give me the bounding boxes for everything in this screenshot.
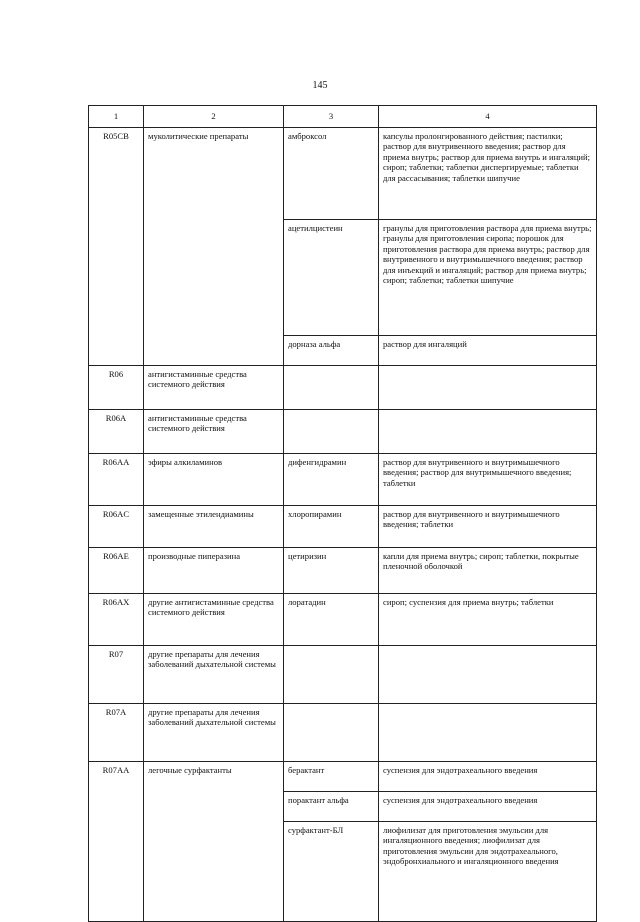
table-body: [89, 127, 597, 921]
dosage-forms-cell: раствор для внутривенного и внутримышечного введения; таблетки: [379, 505, 597, 547]
header-cell-2: 2: [144, 106, 284, 128]
drug-name-cell: [284, 645, 379, 703]
table-row: [89, 703, 597, 761]
header-row: [89, 106, 597, 128]
table-row: [89, 365, 597, 409]
header-cell-3: 3: [284, 106, 379, 128]
group-name-cell: производные пиперазина: [144, 547, 284, 593]
group-name-cell: другие препараты для лечения заболеваний дыхательной системы: [144, 645, 284, 703]
header-cell-1: 1: [89, 106, 144, 128]
atc-code-cell: R06AX: [89, 593, 144, 645]
drug-name-cell: дифенгидрамин: [284, 453, 379, 505]
dosage-forms-cell: капсулы пролонгированного действия; пастилки; раствор для внутривенного введения; раствор для приема внутрь; раствор для приема внутрь и ингаляций; сироп; таблетки; таблетки диспергируемые; таблетки для рассасывания; таблетки шипучие: [379, 127, 597, 219]
drug-name-cell: хлоропирамин: [284, 505, 379, 547]
dosage-forms-cell: гранулы для приготовления раствора для приема внутрь; гранулы для приготовления сиропа; порошок для приготовления раствора для приема внутрь; раствор для внутривенного и внутримышечного введения; раствор для инъекций и ингаляций; раствор для приема внутрь; сироп; таблетки; таблетки шипучие: [379, 219, 597, 335]
drug-name-cell: порактант альфа: [284, 791, 379, 821]
dosage-forms-cell: раствор для ингаляций: [379, 335, 597, 365]
dosage-forms-cell: раствор для внутривенного и внутримышечного введения; раствор для внутримышечного введения; таблетки: [379, 453, 597, 505]
atc-code-cell: R06: [89, 365, 144, 409]
drug-name-cell: сурфактант-БЛ: [284, 821, 379, 921]
dosage-forms-cell: суспензия для эндотрахеального введения: [379, 791, 597, 821]
group-name-cell: антигистаминные средства системного действия: [144, 365, 284, 409]
table-row: [89, 409, 597, 453]
atc-code-cell: R06AA: [89, 453, 144, 505]
drug-name-cell: лоратадин: [284, 593, 379, 645]
dosage-forms-cell: [379, 409, 597, 453]
drug-name-cell: цетиризин: [284, 547, 379, 593]
dosage-forms-cell: сироп; суспензия для приема внутрь; таблетки: [379, 593, 597, 645]
group-name-cell: другие препараты для лечения заболеваний дыхательной системы: [144, 703, 284, 761]
dosage-forms-cell: лиофилизат для приготовления эмульсии для ингаляционного введения; лиофилизат для приготовления эмульсии для эндотрахеального, эндобронхиального и ингаляционного введения: [379, 821, 597, 921]
atc-code-cell: R06AC: [89, 505, 144, 547]
drug-name-cell: ацетилцистеин: [284, 219, 379, 335]
dosage-forms-cell: [379, 645, 597, 703]
page-number: 145: [312, 80, 328, 91]
dosage-forms-cell: суспензия для эндотрахеального введения: [379, 761, 597, 791]
atc-code-cell: R07A: [89, 703, 144, 761]
group-name-cell: муколитические препараты: [144, 127, 284, 365]
drug-table: [88, 105, 597, 922]
dosage-forms-cell: капли для приема внутрь; сироп; таблетки, покрытые пленочной оболочкой: [379, 547, 597, 593]
table-row: [89, 761, 597, 791]
group-name-cell: антигистаминные средства системного действия: [144, 409, 284, 453]
group-name-cell: замещенные этилендиамины: [144, 505, 284, 547]
group-name-cell: легочные сурфактанты: [144, 761, 284, 921]
drug-name-cell: берактант: [284, 761, 379, 791]
table-row: [89, 645, 597, 703]
atc-code-cell: R07AA: [89, 761, 144, 921]
drug-name-cell: [284, 365, 379, 409]
atc-code-cell: R06A: [89, 409, 144, 453]
table-row: [89, 593, 597, 645]
group-name-cell: эфиры алкиламинов: [144, 453, 284, 505]
dosage-forms-cell: [379, 703, 597, 761]
drug-name-cell: амброксол: [284, 127, 379, 219]
table-row: [89, 505, 597, 547]
atc-code-cell: R07: [89, 645, 144, 703]
drug-name-cell: [284, 409, 379, 453]
drug-name-cell: дорназа альфа: [284, 335, 379, 365]
group-name-cell: другие антигистаминные средства системного действия: [144, 593, 284, 645]
atc-code-cell: R06AE: [89, 547, 144, 593]
dosage-forms-cell: [379, 365, 597, 409]
table-row: [89, 453, 597, 505]
drug-name-cell: [284, 703, 379, 761]
header-cell-4: 4: [379, 106, 597, 128]
table-row: [89, 127, 597, 219]
atc-code-cell: R05CB: [89, 127, 144, 365]
table-row: [89, 547, 597, 593]
